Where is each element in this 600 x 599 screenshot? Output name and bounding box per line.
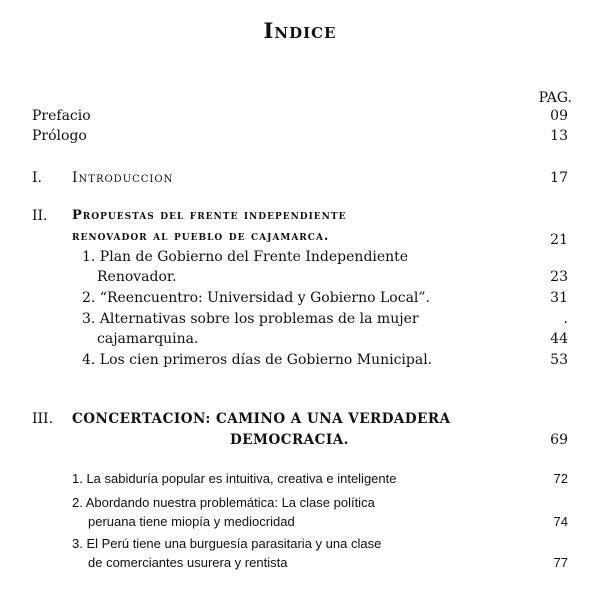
- section-3-numeral: III.: [32, 411, 54, 427]
- front-page-prefacio: 09: [550, 108, 568, 124]
- section-2-title-line-1: Propuestas del frente independiente: [72, 208, 347, 223]
- section-1-title: Introduccion: [72, 170, 174, 186]
- section-3-page: 69: [550, 432, 568, 448]
- section-1-page: 17: [550, 170, 568, 186]
- section-3-item-2-line-1: 2. Abordando nuestra problemática: La clase política: [72, 495, 375, 510]
- section-2-item-2-page: 31: [550, 290, 568, 306]
- section-2-item-1-line-1: 1. Plan de Gobierno del Frente Independiente: [82, 249, 409, 265]
- section-2-item-4-page: 53: [550, 352, 568, 368]
- section-2-item-3-line-1: 3. Alternativas sobre los problemas de la mujer: [82, 311, 419, 327]
- section-2-numeral: II.: [32, 208, 48, 224]
- section-3-title-line-2: DEMOCRACIA.: [230, 432, 349, 448]
- front-entry-prologo: Prólogo: [32, 128, 87, 144]
- section-3-item-3-page: 77: [553, 555, 568, 570]
- section-3-item-3-line-2: de comerciantes usurera y rentista: [88, 555, 288, 570]
- section-2-item-2: 2. “Reencuentro: Universidad y Gobierno Local”.: [82, 290, 431, 306]
- section-3-item-1-page: 72: [553, 471, 568, 486]
- section-2-item-3-page: 44: [550, 331, 568, 347]
- section-2-item-3-line-2: cajamarquina.: [97, 331, 199, 347]
- front-page-prologo: 13: [550, 128, 568, 144]
- page-column-header: PAG.: [538, 90, 572, 106]
- section-2-page: 21: [550, 232, 568, 248]
- front-entry-prefacio: Prefacio: [32, 108, 91, 124]
- section-3-title-line-1: CONCERTACION: CAMINO A UNA VERDADERA: [72, 411, 451, 427]
- page-title: Indice: [263, 18, 337, 43]
- section-3-item-3-line-1: 3. El Perú tiene una burguesía parasitaria y una clase: [72, 536, 382, 551]
- section-2-item-1-page: 23: [550, 269, 568, 285]
- section-3-item-1: 1. La sabiduría popular es intuitiva, creativa e inteligente: [72, 471, 397, 486]
- section-2-item-3-page-mark: .: [563, 311, 568, 327]
- section-3-item-2-page: 74: [553, 514, 568, 529]
- section-2-title-line-2: renovador al pueblo de cajamarca.: [72, 229, 330, 244]
- section-1-numeral: I.: [32, 170, 42, 186]
- section-2-item-1-line-2: Renovador.: [97, 269, 177, 285]
- section-2-item-4: 4. Los cien primeros días de Gobierno Municipal.: [82, 352, 433, 368]
- section-3-item-2-line-2: peruana tiene miopía y mediocridad: [88, 514, 295, 529]
